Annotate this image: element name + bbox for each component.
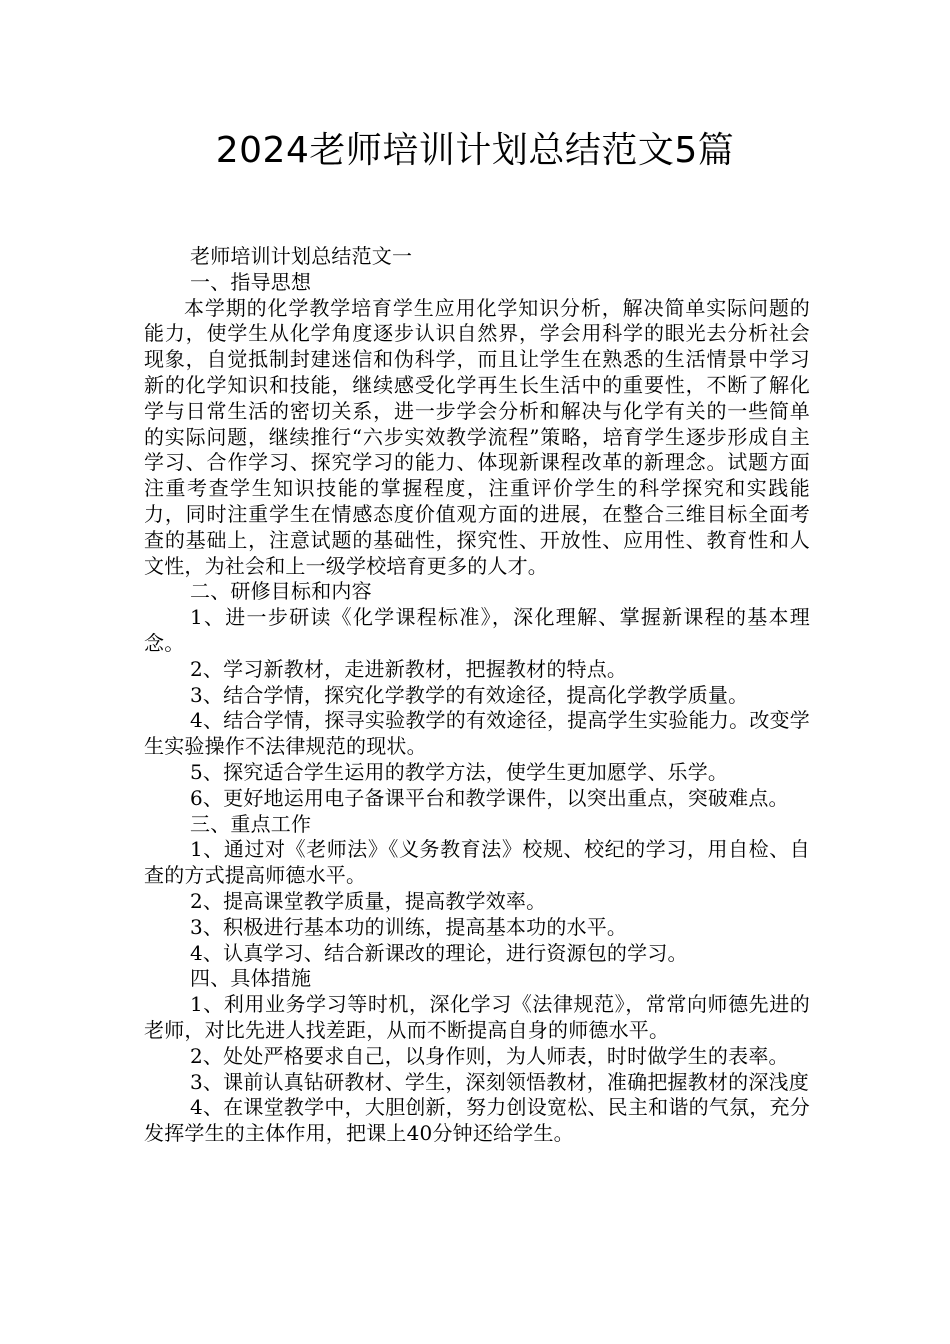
list-item: 4、在课堂教学中，大胆创新，努力创设宽松、民主和谐的气氛，充分发挥学生的主体作用，把课上40分钟还给学生。 bbox=[144, 1095, 810, 1146]
list-item: 4、结合学情，探寻实验教学的有效途径，提高学生实验能力。改变学生实验操作不法律规范的现状。 bbox=[144, 708, 810, 759]
document-title: 2024老师培训计划总结范文5篇 bbox=[215, 130, 735, 171]
subsection-heading: 四、具体措施 bbox=[190, 966, 312, 991]
list-item: 1、利用业务学习等时机，深化学习《法律规范》，常常向师德先进的老师，对比先进人找差距，从而不断提高自身的师德水平。 bbox=[144, 992, 810, 1042]
list-item: 2、处处严格要求自己，以身作则，为人师表，时时做学生的表率。 bbox=[190, 1043, 789, 1068]
list-item: 6、更好地运用电子备课平台和教学课件，以突出重点，突破难点。 bbox=[190, 785, 789, 810]
subsection-heading: 一、指导思想 bbox=[190, 269, 312, 294]
list-item: 2、提高课堂教学质量，提高教学效率。 bbox=[190, 888, 547, 913]
list-item: 2、学习新教材，走进新教材，把握教材的特点。 bbox=[190, 656, 628, 681]
list-item: 3、结合学情，探究化学教学的有效途径，提高化学教学质量。 bbox=[190, 682, 749, 707]
section-heading: 老师培训计划总结范文一 bbox=[190, 244, 413, 268]
list-item: 1、通过对《老师法》《义务教育法》校规、校纪的学习，用自检、自查的方式提高师德水平。 bbox=[144, 837, 810, 888]
document-body bbox=[144, 244, 810, 1147]
subsection-heading: 三、重点工作 bbox=[190, 811, 312, 836]
list-item: 4、认真学习、结合新课改的理论，进行资源包的学习。 bbox=[190, 940, 688, 965]
list-item: 3、积极进行基本功的训练，提高基本功的水平。 bbox=[190, 914, 628, 939]
list-item: 5、探究适合学生运用的教学方法，使学生更加愿学、乐学。 bbox=[190, 759, 729, 784]
list-item: 3、课前认真钻研教材、学生，深刻领悟教材，准确把握教材的深浅度 bbox=[190, 1069, 809, 1094]
body-paragraph: 本学期的化学教学培育学生应用化学知识分析，解决简单实际问题的能力，使学生从化学角度逐步认识自然界，学会用科学的眼光去分析社会现象，自觉抵制封建迷信和伪科学，而且让学生在熟悉的生活情景中学习新的化学知识和技能，继续感受化学再生长生活中的重要性，不断了解化学与日常生活的密切关系，进一步学会分析和解决与化学有关的一些简单的实际问题，继续推行“六步实效教学流程”策略，培育学生逐步形成自主学习、合作学习、探究学习的能力、体现新课程改革的新理念。试题方面注重考查学生知识技能的掌握程度，注重评价学生的科学探究和实践能力，同时注重学生在情感态度价值观方面的进展，在整合三维目标全面考查的基础上，注意试题的基础性，探究性、开放性、应用性、教育性和人文性，为社会和上一级学校培育更多的人才。 bbox=[144, 295, 810, 578]
subsection-heading: 二、研修目标和内容 bbox=[190, 579, 372, 604]
list-item: 1、进一步研读《化学课程标准》，深化理解、掌握新课程的基本理念。 bbox=[144, 605, 810, 655]
